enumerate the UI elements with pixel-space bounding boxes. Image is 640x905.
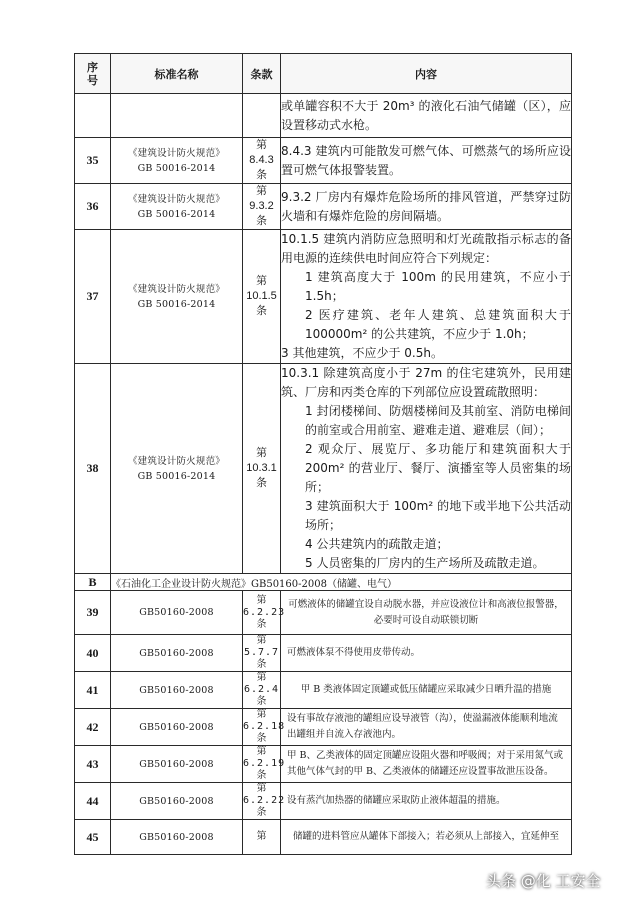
clause-suffix: 条	[256, 733, 267, 744]
continued-content: 或单罐容积不大于 20m³ 的液化石油气储罐（区），应设置移动式水枪。	[281, 94, 572, 138]
clause-suffix: 条	[256, 618, 267, 630]
row-seq: 40	[75, 635, 111, 672]
table-row	[75, 746, 572, 783]
table-row	[75, 672, 572, 709]
row-seq: 44	[75, 783, 111, 820]
content-line: 3 建筑面积大于 100m² 的地下或半地下公共活动场所；	[305, 499, 571, 532]
clause-prefix: 第	[256, 672, 267, 683]
table-header-row	[75, 54, 572, 94]
content-line: 1 建筑高度大于 100m 的民用建筑，不应小于 1.5h；	[305, 270, 571, 303]
row-seq: 41	[75, 672, 111, 709]
continued-row	[75, 94, 572, 138]
content-line: 2 医疗建筑、老年人建筑、总建筑面积大于 100000m² 的公共建筑，不应少于 1.0h；	[305, 308, 571, 341]
clause-number: 6.2.19	[243, 758, 286, 769]
row-seq: 39	[75, 591, 111, 635]
row-standard: GB50160-2008	[111, 820, 243, 855]
row-standard: GB50160-2008	[111, 672, 243, 709]
row-standard: GB50160-2008	[111, 591, 243, 635]
clause-prefix: 第	[256, 594, 267, 606]
row-clause	[243, 591, 286, 635]
clause-prefix: 第	[256, 783, 267, 794]
content-line: 9.3.2 厂房内有爆炸危险场所的排风管道，严禁穿过防火墙和有爆炸危险的房间隔墙。	[281, 189, 571, 223]
table-row	[75, 591, 572, 635]
row-standard	[111, 230, 243, 364]
clause-number: 6.2.23	[243, 606, 286, 618]
row-standard: GB50160-2008	[111, 783, 243, 820]
standard-title: 《建筑设计防火规范》	[127, 455, 225, 467]
table-row	[75, 138, 572, 184]
row-standard: GB50160-2008	[111, 709, 243, 746]
content-line: 4 公共建筑内的疏散走道；	[305, 537, 449, 551]
clause-number: 8.4.3	[249, 154, 274, 166]
clause-prefix: 第	[256, 139, 267, 151]
standard-title: 《建筑设计防火规范》	[127, 147, 225, 159]
clause-suffix: 条	[256, 305, 267, 317]
row-clause	[243, 184, 281, 230]
table-row	[75, 820, 572, 855]
content-line: 10.3.1 除建筑高度小于 27m 的住宅建筑外，民用建筑、厂房和丙类仓库的下列部位应设置疏散照明：	[281, 366, 571, 399]
row-standard	[111, 184, 243, 230]
clause-prefix: 第	[256, 447, 267, 459]
row-content: 设有事故存液池的罐组应设导液管（沟），使溢漏液体能顺利地流出罐组并自流入存液池内。	[281, 709, 572, 746]
row-standard: GB50160-2008	[111, 635, 243, 672]
clause-suffix: 条	[256, 807, 267, 818]
row-seq: 45	[75, 820, 111, 855]
content-line: 10.1.5 建筑内消防应急照明和灯光疏散指示标志的备用电源的连续供电时间应符合下列规定：	[281, 232, 571, 265]
standard-title: 《建筑设计防火规范》	[127, 193, 225, 205]
clause-prefix: 第	[256, 709, 267, 720]
row-seq: 35	[75, 138, 111, 184]
clause-prefix: 第	[256, 275, 267, 287]
row-seq: 43	[75, 746, 111, 783]
clause-suffix: 条	[256, 770, 267, 781]
clause-number: 6.2.22	[243, 795, 286, 806]
row-clause	[243, 709, 286, 746]
row-clause	[243, 783, 286, 820]
clause-number: 5.7.7	[243, 647, 280, 658]
row-clause	[243, 138, 281, 184]
row-clause	[243, 746, 286, 783]
row-seq: 42	[75, 709, 111, 746]
standard-code: GB 50016-2014	[137, 470, 216, 482]
table-row	[75, 635, 572, 672]
row-content: 设有蒸汽加热器的储罐应采取防止液体超温的措施。	[281, 783, 572, 820]
row-clause	[243, 672, 281, 709]
clause-number: 6.2.18	[243, 721, 286, 732]
row-content	[281, 138, 572, 184]
table-row	[75, 364, 572, 574]
row-standard	[111, 138, 243, 184]
header-seq: 序 号	[75, 54, 111, 94]
section-label: B	[75, 574, 111, 591]
section-row	[75, 574, 572, 591]
clause-suffix: 条	[256, 215, 267, 227]
row-clause	[243, 820, 281, 855]
standard-code: GB 50016-2014	[137, 298, 216, 310]
content-line: 8.4.3 建筑内可能散发可燃气体、可燃蒸气的场所应设置可燃气体报警装置。	[281, 143, 571, 177]
row-content	[281, 364, 572, 574]
row-standard	[111, 364, 243, 574]
clause-prefix: 第	[256, 831, 267, 842]
clause-suffix: 条	[256, 169, 267, 181]
row-content	[281, 184, 572, 230]
row-clause	[243, 364, 281, 574]
clause-prefix: 第	[256, 185, 267, 197]
regulation-table	[74, 53, 572, 855]
table-row	[75, 230, 572, 364]
clause-prefix: 第	[256, 635, 267, 646]
section-title: 《石油化工企业设计防火规范》GB50160-2008（储罐、电气）	[111, 574, 572, 591]
standard-code: GB 50016-2014	[137, 208, 216, 220]
clause-suffix: 条	[256, 659, 267, 670]
header-standard-name: 标准名称	[111, 54, 243, 94]
row-content: 可燃液体的储罐宜设自动脱水器，并应设液位计和高液位报警器，必要时可设自动联锁切断	[281, 591, 572, 635]
row-seq: 37	[75, 230, 111, 364]
standard-code: GB 50016-2014	[137, 162, 216, 174]
content-line: 1 封闭楼梯间、防烟楼梯间及其前室、消防电梯间的前室或合用前室、避难走道、避难层（间）；	[305, 404, 571, 437]
header-content: 内容	[281, 54, 572, 94]
watermark-text: 头条 @化 工安全	[486, 871, 601, 890]
table-row	[75, 184, 572, 230]
row-seq: 36	[75, 184, 111, 230]
row-content: 储罐的进料管应从罐体下部接入；若必须从上部接入，宜延伸至	[281, 820, 572, 855]
row-content	[281, 230, 572, 364]
row-content: 甲 B 类液体固定顶罐或低压储罐应采取减少日晒升温的措施	[281, 672, 572, 709]
standard-title: 《建筑设计防火规范》	[127, 283, 225, 295]
source-watermark	[486, 868, 601, 892]
row-content: 可燃液体泵不得使用皮带传动。	[281, 635, 572, 672]
header-clause: 条款	[243, 54, 281, 94]
content-line: 5 人员密集的厂房内的生产场所及疏散走道。	[305, 556, 545, 570]
clause-number: 9.3.2	[249, 200, 274, 212]
row-clause	[243, 635, 281, 672]
clause-suffix: 条	[256, 477, 267, 489]
clause-number: 10.1.5	[246, 290, 277, 302]
row-seq: 38	[75, 364, 111, 574]
clause-suffix: 条	[256, 696, 267, 707]
clause-prefix: 第	[256, 746, 267, 757]
content-line: 2 观众厅、展览厅、多功能厅和建筑面积大于 200m² 的营业厅、餐厅、演播室等人员密集的场所；	[305, 442, 571, 494]
clause-number: 10.3.1	[246, 462, 277, 474]
table-row	[75, 783, 572, 820]
content-line: 3 其他建筑，不应少于 0.5h。	[281, 346, 443, 360]
table-row	[75, 709, 572, 746]
row-clause	[243, 230, 281, 364]
row-content: 甲 B、乙类液体的固定顶罐应设阻火器和呼吸阀；对于采用氮气或其他气体气封的甲 B、乙类液体的储罐还应设置事故泄压设备。	[281, 746, 572, 783]
clause-number: 6.2.4	[243, 684, 280, 695]
row-standard: GB50160-2008	[111, 746, 243, 783]
